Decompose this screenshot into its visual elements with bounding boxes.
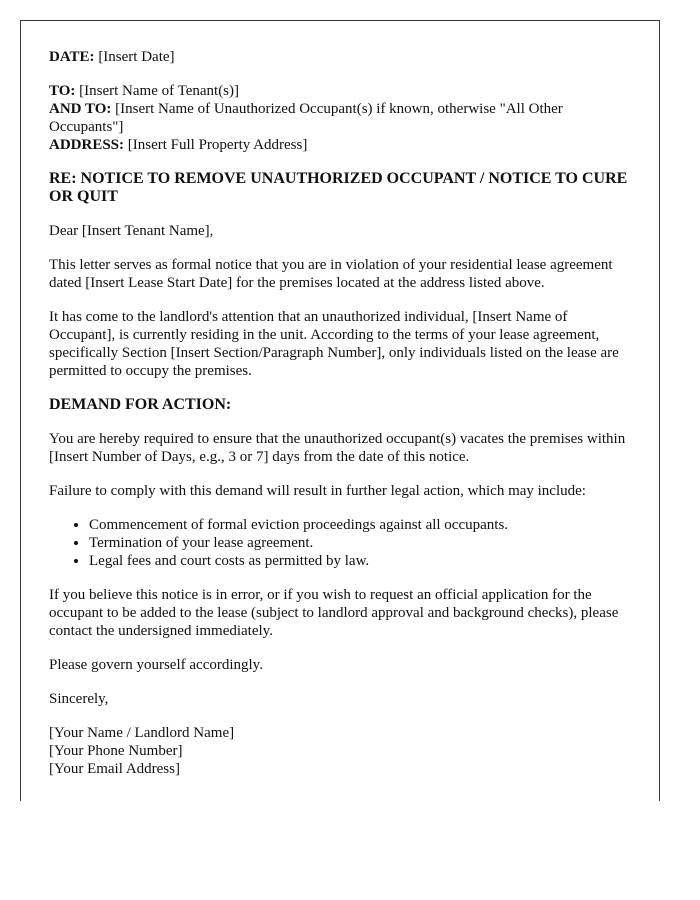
paragraph-contact: If you believe this notice is in error, or if you wish to request an official application for the occupant to be added to the lease (subject to landlord approval and background checks), please contact the undersigned immediately.: [49, 587, 619, 639]
signature-name: [Your Name / Landlord Name]: [49, 725, 235, 741]
signature-phone: [Your Phone Number]: [49, 743, 183, 759]
address-label: ADDRESS:: [49, 137, 125, 153]
signature-block: [49, 724, 631, 778]
list-item: • Legal fees and court costs as permitted by law.: [89, 552, 631, 570]
recipient-block: [49, 82, 631, 154]
paragraph-vacate-requirement: You are hereby required to ensure that the unauthorized occupant(s) vacates the premises within [Insert Number of Days, e.g., 3 or 7] days from the date of this notice.: [49, 431, 626, 465]
salutation: Dear [Insert Tenant Name],: [49, 223, 214, 239]
closing: Sincerely,: [49, 691, 109, 707]
and-to-label: AND TO:: [49, 101, 112, 117]
to-label: TO:: [49, 83, 76, 99]
date-label: DATE:: [49, 49, 95, 65]
signature-email: [Your Email Address]: [49, 761, 180, 777]
subject-line: RE: NOTICE TO REMOVE UNAUTHORIZED OCCUPANT / NOTICE TO CURE OR QUIT: [49, 170, 628, 205]
list-item: • Termination of your lease agreement.: [89, 534, 631, 552]
paragraph-unauthorized-individual: It has come to the landlord's attention that an unauthorized individual, [Insert Name of Occupant], is currently residing in the unit. According to the terms of your lease agreement, specifically Section [Insert Section/Paragraph Number], only individuals listed on the lease are permitted to occupy the premises.: [49, 309, 619, 379]
address-value: [Insert Full Property Address]: [124, 137, 308, 153]
demand-heading: DEMAND FOR ACTION:: [49, 396, 232, 413]
consequences-list: [49, 516, 631, 570]
letter-page: [20, 20, 660, 801]
date-line: [49, 48, 631, 66]
date-value: [Insert Date]: [94, 49, 175, 65]
paragraph-govern: Please govern yourself accordingly.: [49, 657, 263, 673]
paragraph-failure-to-comply: Failure to comply with this demand will result in further legal action, which may include:: [49, 483, 586, 499]
paragraph-violation: This letter serves as formal notice that you are in violation of your residential lease agreement dated [Insert Lease Start Date] for the premises located at the address listed above.: [49, 257, 613, 291]
to-value: [Insert Name of Tenant(s)]: [75, 83, 240, 99]
list-item: • Commencement of formal eviction proceedings against all occupants.: [89, 516, 631, 534]
and-to-value: [Insert Name of Unauthorized Occupant(s) if known, otherwise "All Other Occupants"]: [49, 101, 563, 135]
